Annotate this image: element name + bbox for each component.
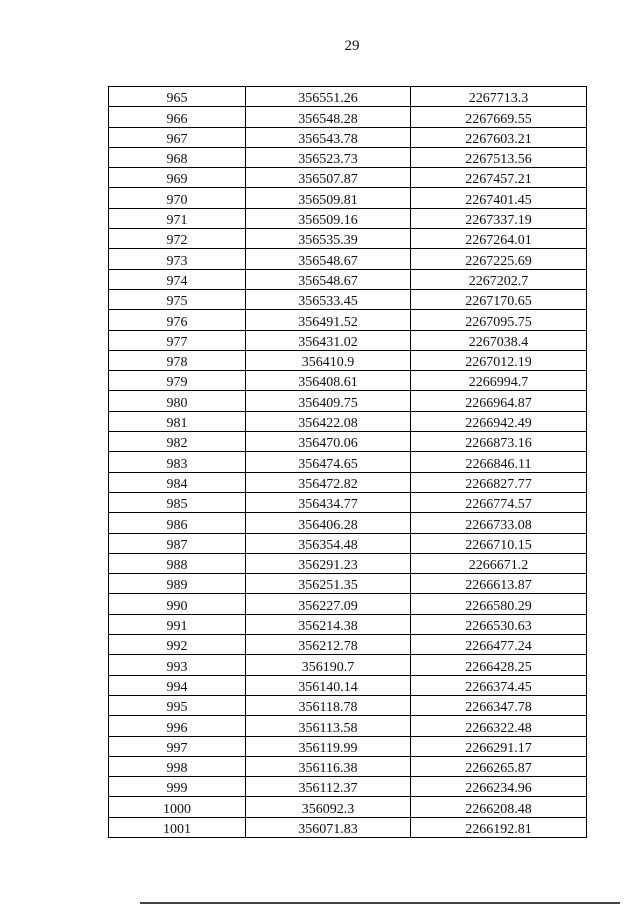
point-number-cell: 970 [109, 188, 246, 208]
x-coordinate-cell: 356190.7 [246, 655, 411, 675]
x-coordinate-cell: 356119.99 [246, 736, 411, 756]
table-body [109, 87, 587, 838]
table-row [109, 655, 587, 675]
y-coordinate-cell: 2267012.19 [411, 350, 587, 370]
table-row [109, 147, 587, 167]
point-number-cell: 994 [109, 675, 246, 695]
x-coordinate-cell: 356543.78 [246, 127, 411, 147]
table-row [109, 472, 587, 492]
point-number-cell: 995 [109, 695, 246, 715]
table-row [109, 127, 587, 147]
point-number-cell: 975 [109, 289, 246, 309]
point-number-cell: 982 [109, 432, 246, 452]
table-row [109, 371, 587, 391]
point-number-cell: 988 [109, 553, 246, 573]
point-number-cell: 991 [109, 614, 246, 634]
x-coordinate-cell: 356509.16 [246, 208, 411, 228]
x-coordinate-cell: 356212.78 [246, 635, 411, 655]
table-row [109, 716, 587, 736]
point-number-cell: 967 [109, 127, 246, 147]
y-coordinate-cell: 2267603.21 [411, 127, 587, 147]
y-coordinate-cell: 2267713.3 [411, 87, 587, 107]
y-coordinate-cell: 2266265.87 [411, 756, 587, 776]
page-number: 29 [344, 38, 360, 54]
x-coordinate-cell: 356474.65 [246, 452, 411, 472]
y-coordinate-cell: 2266428.25 [411, 655, 587, 675]
y-coordinate-cell: 2267038.4 [411, 330, 587, 350]
x-coordinate-cell: 356431.02 [246, 330, 411, 350]
point-number-cell: 983 [109, 452, 246, 472]
x-coordinate-cell: 356227.09 [246, 594, 411, 614]
y-coordinate-cell: 2266827.77 [411, 472, 587, 492]
x-coordinate-cell: 356214.38 [246, 614, 411, 634]
y-coordinate-cell: 2266234.96 [411, 777, 587, 797]
y-coordinate-cell: 2266671.2 [411, 553, 587, 573]
y-coordinate-cell: 2266994.7 [411, 371, 587, 391]
table-row [109, 492, 587, 512]
y-coordinate-cell: 2267095.75 [411, 310, 587, 330]
table-row [109, 411, 587, 431]
table-row [109, 330, 587, 350]
table-row [109, 269, 587, 289]
table-row [109, 675, 587, 695]
y-coordinate-cell: 2266374.45 [411, 675, 587, 695]
x-coordinate-cell: 356470.06 [246, 432, 411, 452]
x-coordinate-cell: 356112.37 [246, 777, 411, 797]
table-row [109, 391, 587, 411]
point-number-cell: 977 [109, 330, 246, 350]
y-coordinate-cell: 2266873.16 [411, 432, 587, 452]
table-row [109, 594, 587, 614]
point-number-cell: 979 [109, 371, 246, 391]
y-coordinate-cell: 2267513.56 [411, 147, 587, 167]
point-number-cell: 996 [109, 716, 246, 736]
y-coordinate-cell: 2266192.81 [411, 817, 587, 837]
y-coordinate-cell: 2266322.48 [411, 716, 587, 736]
x-coordinate-cell: 356118.78 [246, 695, 411, 715]
y-coordinate-cell: 2267225.69 [411, 249, 587, 269]
table-row [109, 229, 587, 249]
y-coordinate-cell: 2266942.49 [411, 411, 587, 431]
y-coordinate-cell: 2267401.45 [411, 188, 587, 208]
point-number-cell: 1001 [109, 817, 246, 837]
x-coordinate-cell: 356507.87 [246, 168, 411, 188]
x-coordinate-cell: 356409.75 [246, 391, 411, 411]
bottom-rule [140, 902, 620, 904]
table-row [109, 736, 587, 756]
x-coordinate-cell: 356523.73 [246, 147, 411, 167]
point-number-cell: 971 [109, 208, 246, 228]
table-row [109, 107, 587, 127]
table-row [109, 168, 587, 188]
table-row [109, 635, 587, 655]
table-row [109, 350, 587, 370]
table-row [109, 817, 587, 837]
y-coordinate-cell: 2266733.08 [411, 513, 587, 533]
y-coordinate-cell: 2267264.01 [411, 229, 587, 249]
x-coordinate-cell: 356113.58 [246, 716, 411, 736]
x-coordinate-cell: 356410.9 [246, 350, 411, 370]
x-coordinate-cell: 356291.23 [246, 553, 411, 573]
y-coordinate-cell: 2266846.11 [411, 452, 587, 472]
y-coordinate-cell: 2266530.63 [411, 614, 587, 634]
x-coordinate-cell: 356472.82 [246, 472, 411, 492]
point-number-cell: 978 [109, 350, 246, 370]
point-number-cell: 1000 [109, 797, 246, 817]
point-number-cell: 973 [109, 249, 246, 269]
table-row [109, 756, 587, 776]
table-row [109, 87, 587, 107]
y-coordinate-cell: 2266291.17 [411, 736, 587, 756]
table-row [109, 249, 587, 269]
point-number-cell: 997 [109, 736, 246, 756]
point-number-cell: 972 [109, 229, 246, 249]
point-number-cell: 968 [109, 147, 246, 167]
y-coordinate-cell: 2266477.24 [411, 635, 587, 655]
table-row [109, 777, 587, 797]
y-coordinate-cell: 2266774.57 [411, 492, 587, 512]
table-row [109, 289, 587, 309]
point-number-cell: 980 [109, 391, 246, 411]
y-coordinate-cell: 2266613.87 [411, 574, 587, 594]
point-number-cell: 974 [109, 269, 246, 289]
x-coordinate-cell: 356548.67 [246, 249, 411, 269]
y-coordinate-cell: 2267170.65 [411, 289, 587, 309]
point-number-cell: 999 [109, 777, 246, 797]
point-number-cell: 990 [109, 594, 246, 614]
point-number-cell: 993 [109, 655, 246, 675]
y-coordinate-cell: 2267337.19 [411, 208, 587, 228]
point-number-cell: 998 [109, 756, 246, 776]
x-coordinate-cell: 356533.45 [246, 289, 411, 309]
point-number-cell: 992 [109, 635, 246, 655]
x-coordinate-cell: 356140.14 [246, 675, 411, 695]
point-number-cell: 981 [109, 411, 246, 431]
table-row [109, 533, 587, 553]
table-row [109, 452, 587, 472]
table-row [109, 208, 587, 228]
x-coordinate-cell: 356509.81 [246, 188, 411, 208]
x-coordinate-cell: 356551.26 [246, 87, 411, 107]
x-coordinate-cell: 356408.61 [246, 371, 411, 391]
point-number-cell: 989 [109, 574, 246, 594]
x-coordinate-cell: 356071.83 [246, 817, 411, 837]
x-coordinate-cell: 356251.35 [246, 574, 411, 594]
x-coordinate-cell: 356354.48 [246, 533, 411, 553]
table-row [109, 188, 587, 208]
x-coordinate-cell: 356116.38 [246, 756, 411, 776]
table-row [109, 797, 587, 817]
y-coordinate-cell: 2267202.7 [411, 269, 587, 289]
x-coordinate-cell: 356548.28 [246, 107, 411, 127]
y-coordinate-cell: 2266580.29 [411, 594, 587, 614]
table-row [109, 695, 587, 715]
x-coordinate-cell: 356491.52 [246, 310, 411, 330]
y-coordinate-cell: 2267669.55 [411, 107, 587, 127]
point-number-cell: 987 [109, 533, 246, 553]
point-number-cell: 969 [109, 168, 246, 188]
table-row [109, 614, 587, 634]
coordinates-table [108, 86, 587, 838]
y-coordinate-cell: 2266347.78 [411, 695, 587, 715]
table-row [109, 553, 587, 573]
table-row [109, 432, 587, 452]
x-coordinate-cell: 356535.39 [246, 229, 411, 249]
table-row [109, 513, 587, 533]
point-number-cell: 965 [109, 87, 246, 107]
x-coordinate-cell: 356406.28 [246, 513, 411, 533]
x-coordinate-cell: 356548.67 [246, 269, 411, 289]
y-coordinate-cell: 2266208.48 [411, 797, 587, 817]
y-coordinate-cell: 2267457.21 [411, 168, 587, 188]
y-coordinate-cell: 2266964.87 [411, 391, 587, 411]
x-coordinate-cell: 356092.3 [246, 797, 411, 817]
point-number-cell: 966 [109, 107, 246, 127]
point-number-cell: 986 [109, 513, 246, 533]
table-row [109, 574, 587, 594]
table-row [109, 310, 587, 330]
point-number-cell: 984 [109, 472, 246, 492]
point-number-cell: 985 [109, 492, 246, 512]
y-coordinate-cell: 2266710.15 [411, 533, 587, 553]
x-coordinate-cell: 356434.77 [246, 492, 411, 512]
x-coordinate-cell: 356422.08 [246, 411, 411, 431]
point-number-cell: 976 [109, 310, 246, 330]
